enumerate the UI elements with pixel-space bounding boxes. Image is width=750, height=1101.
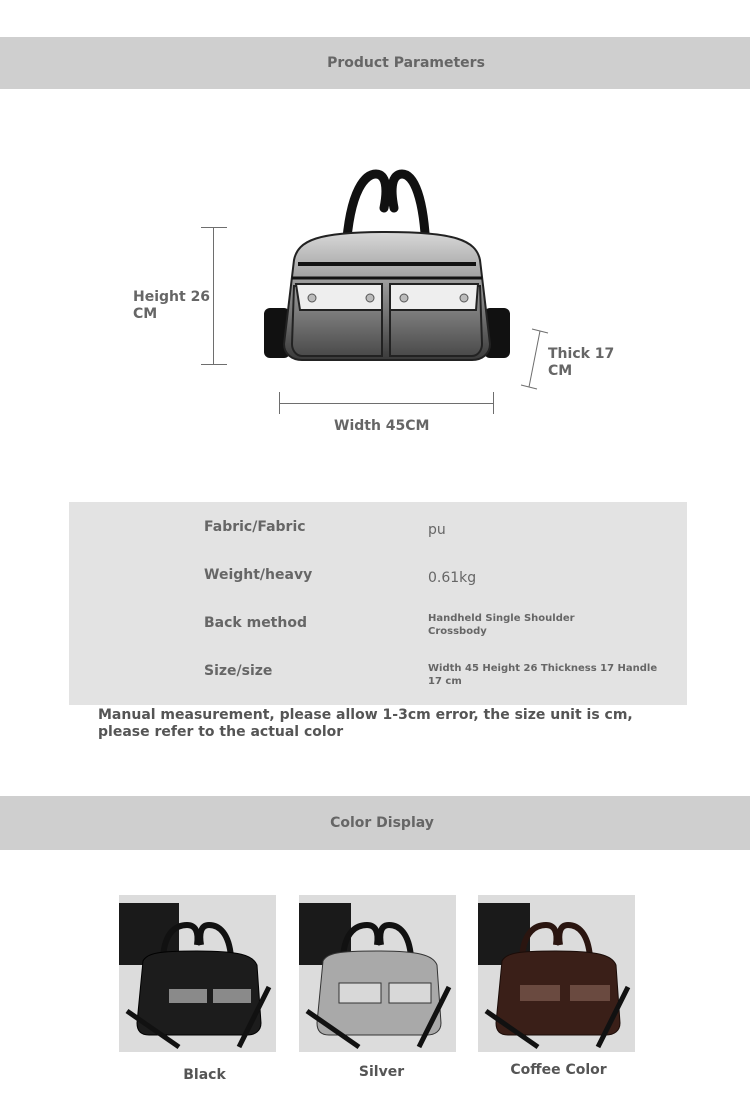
color-swatch-coffee[interactable] [478,895,635,1052]
param-value: Handheld Single Shoulder Crossbody [428,613,575,637]
width-dimension-cap-right [493,392,494,414]
width-label: Width 45CM [334,418,430,434]
parameters-table [69,502,687,705]
color-swatch-silver[interactable] [299,895,456,1052]
param-value: Width 45 Height 26 Thickness 17 Handle 17 cm [428,663,658,687]
param-value: 0.61kg [428,570,477,586]
color-name-coffee: Coffee Color [510,1062,607,1078]
measurement-note: Manual measurement, please allow 1-3cm error, the size unit is cm, please refer to the actual color [98,707,633,740]
height-dimension-line [213,227,214,365]
height-dimension-cap-bottom [201,364,227,365]
bag-silver-image [299,895,456,1052]
bag-product-image [258,168,514,368]
bag-black-image [119,895,276,1052]
color-swatch-black[interactable] [119,895,276,1052]
color-name-silver: Silver [358,1064,405,1080]
width-dimension-line [279,403,494,404]
param-value: pu [428,522,446,538]
height-label: Height 26 CM [133,289,211,322]
height-dimension-cap-top [201,227,227,228]
section-title: Color Display [330,815,434,831]
width-dimension-cap-left [279,392,280,414]
section-title: Product Parameters [327,55,485,71]
bag-coffee-image [478,895,635,1052]
param-key: Size/size [204,663,273,679]
param-key: Fabric/Fabric [204,519,306,535]
color-name-black: Black [183,1067,226,1083]
param-key: Weight/heavy [204,567,313,583]
thick-label: Thick 17 CM [548,346,615,379]
color-display-header [0,796,750,850]
param-key: Back method [204,615,307,631]
product-parameters-header [0,37,750,89]
